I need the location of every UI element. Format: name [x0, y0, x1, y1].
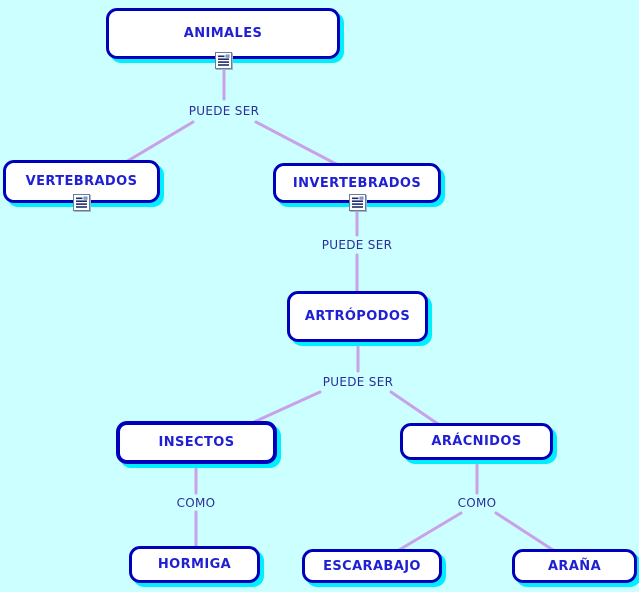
link-line	[256, 122, 338, 165]
linking-phrase-puede-ser-1[interactable]: PUEDE SER	[188, 104, 260, 118]
concept-label: ARAÑA	[547, 558, 602, 574]
document-with-image-icon	[216, 53, 231, 68]
link-line	[254, 392, 320, 422]
resource-icon[interactable]	[215, 52, 232, 69]
concept-label: HORMIGA	[157, 557, 232, 572]
linking-phrase-como-2[interactable]: COMO	[457, 496, 497, 510]
concept-artropodos[interactable]	[287, 291, 428, 342]
linking-phrase-puede-ser-2[interactable]: PUEDE SER	[321, 238, 393, 252]
concept-label: VERTEBRADOS	[25, 174, 138, 189]
linking-phrase-puede-ser-3[interactable]: PUEDE SER	[322, 375, 394, 389]
concept-escarabajo[interactable]	[302, 549, 442, 583]
concept-label: ARÁCNIDOS	[431, 434, 522, 449]
document-with-image-icon	[74, 195, 89, 210]
link-line	[399, 513, 461, 550]
concept-label: ANIMALES	[183, 26, 263, 41]
resource-icon[interactable]	[73, 194, 90, 211]
concept-hormiga[interactable]	[129, 546, 260, 583]
document-with-image-icon	[350, 195, 365, 210]
concept-aracnidos[interactable]	[400, 423, 553, 460]
concept-label: INVERTEBRADOS	[292, 175, 422, 191]
resource-icon[interactable]	[349, 194, 366, 211]
linking-phrase-como-1[interactable]: COMO	[176, 496, 216, 510]
concept-arana[interactable]	[512, 549, 637, 583]
concept-label: ESCARABAJO	[323, 558, 421, 574]
concept-label: ARTRÓPODOS	[304, 309, 411, 324]
link-line	[496, 513, 553, 550]
concept-insectos[interactable]	[116, 421, 277, 464]
link-line	[391, 392, 438, 424]
concept-label: INSECTOS	[158, 435, 235, 450]
link-line	[126, 122, 193, 162]
